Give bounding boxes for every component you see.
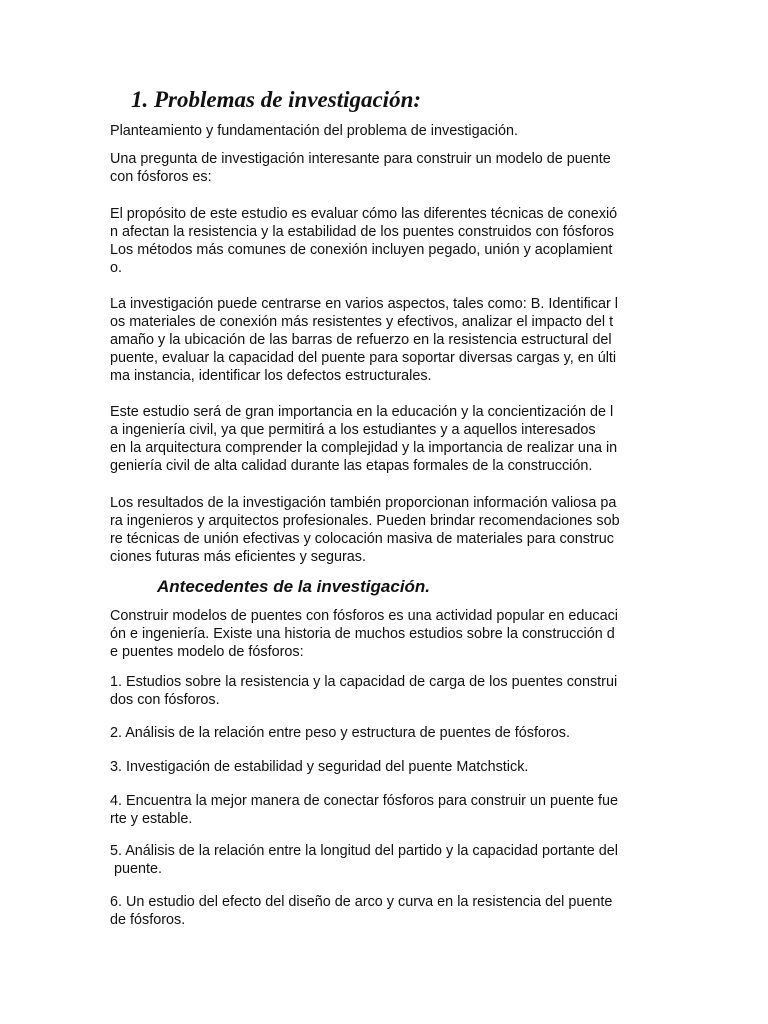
results-paragraph — [110, 494, 620, 566]
aspects-paragraph — [110, 295, 618, 385]
text-line: o. — [110, 260, 123, 276]
text-line: puente. — [110, 861, 163, 877]
text-line: 6. Un estudio del efecto del diseño de arco y curva en la resistencia del puente — [110, 894, 613, 910]
list-item — [110, 724, 570, 742]
list-item — [110, 792, 618, 828]
section-heading: 1. Problemas de investigación: — [131, 87, 422, 112]
list-item — [110, 842, 618, 878]
text-line: amaño y la ubicación de las barras de refuerzo en la resistencia estructural del — [110, 332, 612, 348]
text-line: geniería civil de alta calidad durante las etapas formales de la construcción. — [110, 458, 593, 474]
text-line: rte y estable. — [110, 811, 193, 827]
text-line: El propósito de este estudio es evaluar cómo las diferentes técnicas de conexió — [110, 206, 618, 222]
text-line: con fósforos es: — [110, 169, 212, 185]
research-question-paragraph — [110, 150, 611, 186]
text-line: Una pregunta de investigación interesante para construir un modelo de puente — [110, 151, 611, 167]
text-line: Los resultados de la investigación también proporcionan información valiosa pa — [110, 495, 617, 511]
text-line: ra ingenieros y arquitectos profesionales. Pueden brindar recomendaciones sob — [110, 513, 620, 529]
section-subheading: Antecedentes de la investigación. — [157, 577, 431, 596]
text-line: n afectan la resistencia y la estabilidad de los puentes construidos con fósforos — [110, 224, 614, 240]
text-line: re técnicas de unión efectivas y colocación masiva de materiales para construc — [110, 531, 614, 547]
text-line: a ingeniería civil, ya que permitirá a los estudiantes y a aquellos interesados — [110, 422, 596, 438]
text-line: Construir modelos de puentes con fósforos es una actividad popular en educaci — [110, 608, 618, 624]
list-item — [110, 893, 612, 929]
list-item — [110, 673, 617, 709]
text-line: 5. Análisis de la relación entre la longitud del partido y la capacidad portante del — [110, 843, 619, 859]
purpose-paragraph — [110, 205, 617, 277]
text-line: 3. Investigación de estabilidad y seguridad del puente Matchstick. — [110, 759, 529, 775]
text-line: puente, evaluar la capacidad del puente para soportar diversas cargas y, en últi — [110, 350, 617, 366]
text-line: de fósforos. — [110, 912, 186, 928]
text-line: ciones futuras más eficientes y seguras. — [110, 549, 366, 565]
text-line: en la arquitectura comprender la complejidad y la importancia de realizar una in — [110, 440, 618, 456]
text-line: os materiales de conexión más resistentes y efectivos, analizar el impacto del t — [110, 314, 614, 330]
text-line: Los métodos más comunes de conexión incluyen pegado, unión y acoplamient — [110, 242, 613, 258]
text-line: La investigación puede centrarse en varios aspectos, tales como: B. Identificar l — [110, 296, 618, 312]
text-line: 4. Encuentra la mejor manera de conectar fósforos para construir un puente fue — [110, 793, 618, 809]
background-intro-paragraph — [110, 607, 618, 661]
importance-paragraph — [110, 403, 617, 475]
text-line: Este estudio será de gran importancia en la educación y la concientización de l — [110, 404, 614, 420]
text-line: ma instancia, identificar los defectos estructurales. — [110, 368, 432, 384]
text-line: 1. Estudios sobre la resistencia y la capacidad de carga de los puentes construi — [110, 674, 618, 690]
list-item — [110, 758, 528, 776]
text-line: dos con fósforos. — [110, 692, 220, 708]
text-line: e puentes modelo de fósforos: — [110, 644, 304, 660]
section-intro — [110, 122, 518, 140]
text-line: Planteamiento y fundamentación del problema de investigación. — [110, 123, 518, 139]
text-line: ón e ingeniería. Existe una historia de muchos estudios sobre la construcción d — [110, 626, 615, 642]
text-line: 2. Análisis de la relación entre peso y estructura de puentes de fósforos. — [110, 725, 570, 741]
